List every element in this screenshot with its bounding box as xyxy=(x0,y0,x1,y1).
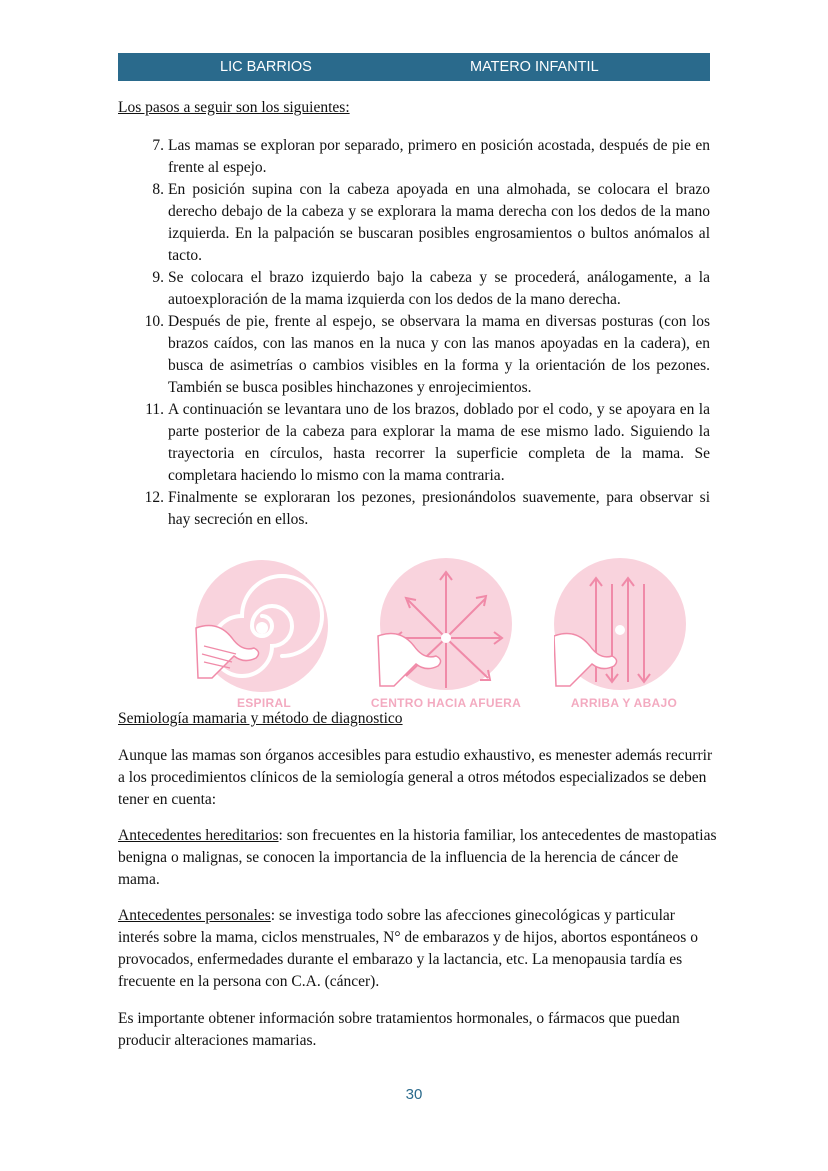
closing-paragraph: Es importante obtener información sobre tratamientos hormonales, o fármacos que puedan producir alteraciones mamarias. xyxy=(118,1010,680,1049)
list-item-number: 10. xyxy=(144,313,164,330)
list-item-text: Se colocara el brazo izquierdo bajo la cabeza y se procederá, análogamente, a la autoexploración de la mama izquierda con los dedos de la mano derecha. xyxy=(168,269,710,308)
list-item-text: Después de pie, frente al espejo, se observara la mama en diversas posturas (con los brazos caídos, con las manos en la nuca y con las manos apoyadas en la cadera), en busca de asimetrías o cambios visibles en la forma y la orientación de los pezones. También se busca posibles hinchazones y enrojecimientos. xyxy=(168,313,710,396)
hereditary-paragraph xyxy=(118,825,718,891)
list-item xyxy=(118,135,710,179)
hereditary-text: : son frecuentes en la historia familiar, los antecedentes de mastopatias benigna o malignas, se conocen la importancia de la influencia de la herencia de cáncer de mama. xyxy=(118,827,717,888)
header-subject: MATERO INFANTIL xyxy=(470,59,599,75)
page-header-bar xyxy=(118,53,710,81)
header-author: LIC BARRIOS xyxy=(220,59,312,75)
personal-text: : se investiga todo sobre las afecciones ginecológicas y particular interés sobre la mama, ciclos menstruales, N° de embarazos y de hijos, abortos espontáneos o provocados, enfermedades durante el embarazo y la lactancia, etc. La menopausia tardía es frecuente en la persona con C.A. (cáncer). xyxy=(118,907,698,990)
intro-paragraph: Aunque las mamas son órganos accesibles para estudio exhaustivo, es menester además recurrir a los procedimientos clínicos de la semiología general a otros métodos especializados se deben tener en cuenta: xyxy=(118,747,713,808)
section-title: Semiología mamaria y método de diagnostico xyxy=(118,710,403,727)
list-item xyxy=(118,267,710,311)
hereditary-label: Antecedentes hereditarios xyxy=(118,827,279,844)
center-outwards-figure xyxy=(370,558,522,713)
list-item-number: 12. xyxy=(144,489,164,506)
exam-technique-figures xyxy=(188,558,700,718)
steps-list xyxy=(118,135,710,531)
spiral-illustration-icon xyxy=(194,558,334,698)
page-number: 30 xyxy=(405,1086,423,1103)
list-item xyxy=(118,179,710,267)
personal-paragraph xyxy=(118,905,718,993)
list-item xyxy=(118,487,710,531)
up-down-arrows-illustration-icon xyxy=(554,558,694,698)
spiral-caption: ESPIRAL xyxy=(236,696,292,710)
list-item-number: 7. xyxy=(152,137,164,154)
intro-heading: Los pasos a seguir son los siguientes: xyxy=(118,99,350,116)
list-item xyxy=(118,399,710,487)
center-outwards-caption: CENTRO HACIA AFUERA xyxy=(370,696,522,710)
list-item-text: A continuación se levantara uno de los brazos, doblado por el codo, y se apoyara en la parte posterior de la cabeza para explorar la mama de ese mismo lado. Siguiendo la trayectoria en círculos, hasta recorrer la superficie completa de la mama. Se completara haciendo lo mismo con la mama contraria. xyxy=(168,401,710,484)
list-item-number: 8. xyxy=(152,181,164,198)
list-item-number: 11. xyxy=(145,401,164,418)
spiral-figure xyxy=(194,558,334,713)
list-item-text: Las mamas se exploran por separado, primero en posición acostada, después de pie en frente al espejo. xyxy=(168,137,710,176)
up-down-caption: ARRIBA Y ABAJO xyxy=(570,696,678,710)
list-item-text: En posición supina con la cabeza apoyada en una almohada, se colocara el brazo derecho debajo de la cabeza y se explorara la mama derecha con los dedos de la mano izquierda. En la palpación se buscaran posibles engrosamientos o bultos anómalos al tacto. xyxy=(168,181,710,264)
up-down-figure xyxy=(554,558,694,713)
list-item-text: Finalmente se exploraran los pezones, presionándolos suavemente, para observar si hay secreción en ellos. xyxy=(168,489,710,528)
list-item xyxy=(118,311,710,399)
radial-arrows-illustration-icon xyxy=(376,558,516,698)
list-item-number: 9. xyxy=(152,269,164,286)
personal-label: Antecedentes personales xyxy=(118,907,271,924)
